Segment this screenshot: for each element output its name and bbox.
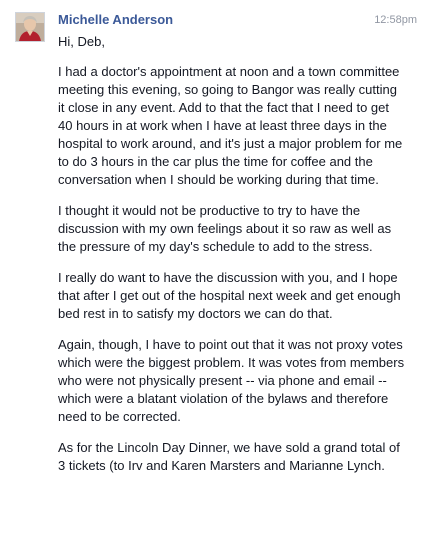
message-paragraph: Hi, Deb, (58, 34, 105, 49)
message-paragraph: I had a doctor's appointment at noon and a town committee meeting this evening, so going to Bangor was really cutting it close in any event. Add to that the fact that I need to get 40 hours in at work when I have at least three days in the hospital to work around, and it's just a major problem for me to do 3 hours in the car plus the time for coffee and the conversation when I should be working during that time. (58, 64, 403, 187)
sender-name[interactable]: Michelle Anderson (58, 12, 174, 27)
message-paragraph: As for the Lincoln Day Dinner, we have sold a grand total of 3 tickets (to Irv and Karen Marsters and Marianne Lynch. (58, 440, 400, 473)
message-timestamp: 12:58pm (374, 14, 417, 26)
message-body (58, 33, 406, 488)
message-paragraph: I really do want to have the discussion with you, and I hope that after I get out of the hospital next week and get enough bed rest in to satisfy my doctors we can do that. (58, 270, 401, 321)
message-paragraph: Again, though, I have to point out that it was not proxy votes which were the biggest problem. It was votes from members who were not physically present -- via phone and email -- which were a blatant violation of the bylaws and therefore need to be corrected. (58, 337, 405, 424)
avatar[interactable] (15, 12, 45, 42)
profile-photo-icon (16, 13, 44, 41)
message-paragraph: I thought it would not be productive to try to have the discussion with my own feelings about it so raw as well as the pressure of my day's schedule to add to the stress. (58, 203, 392, 254)
